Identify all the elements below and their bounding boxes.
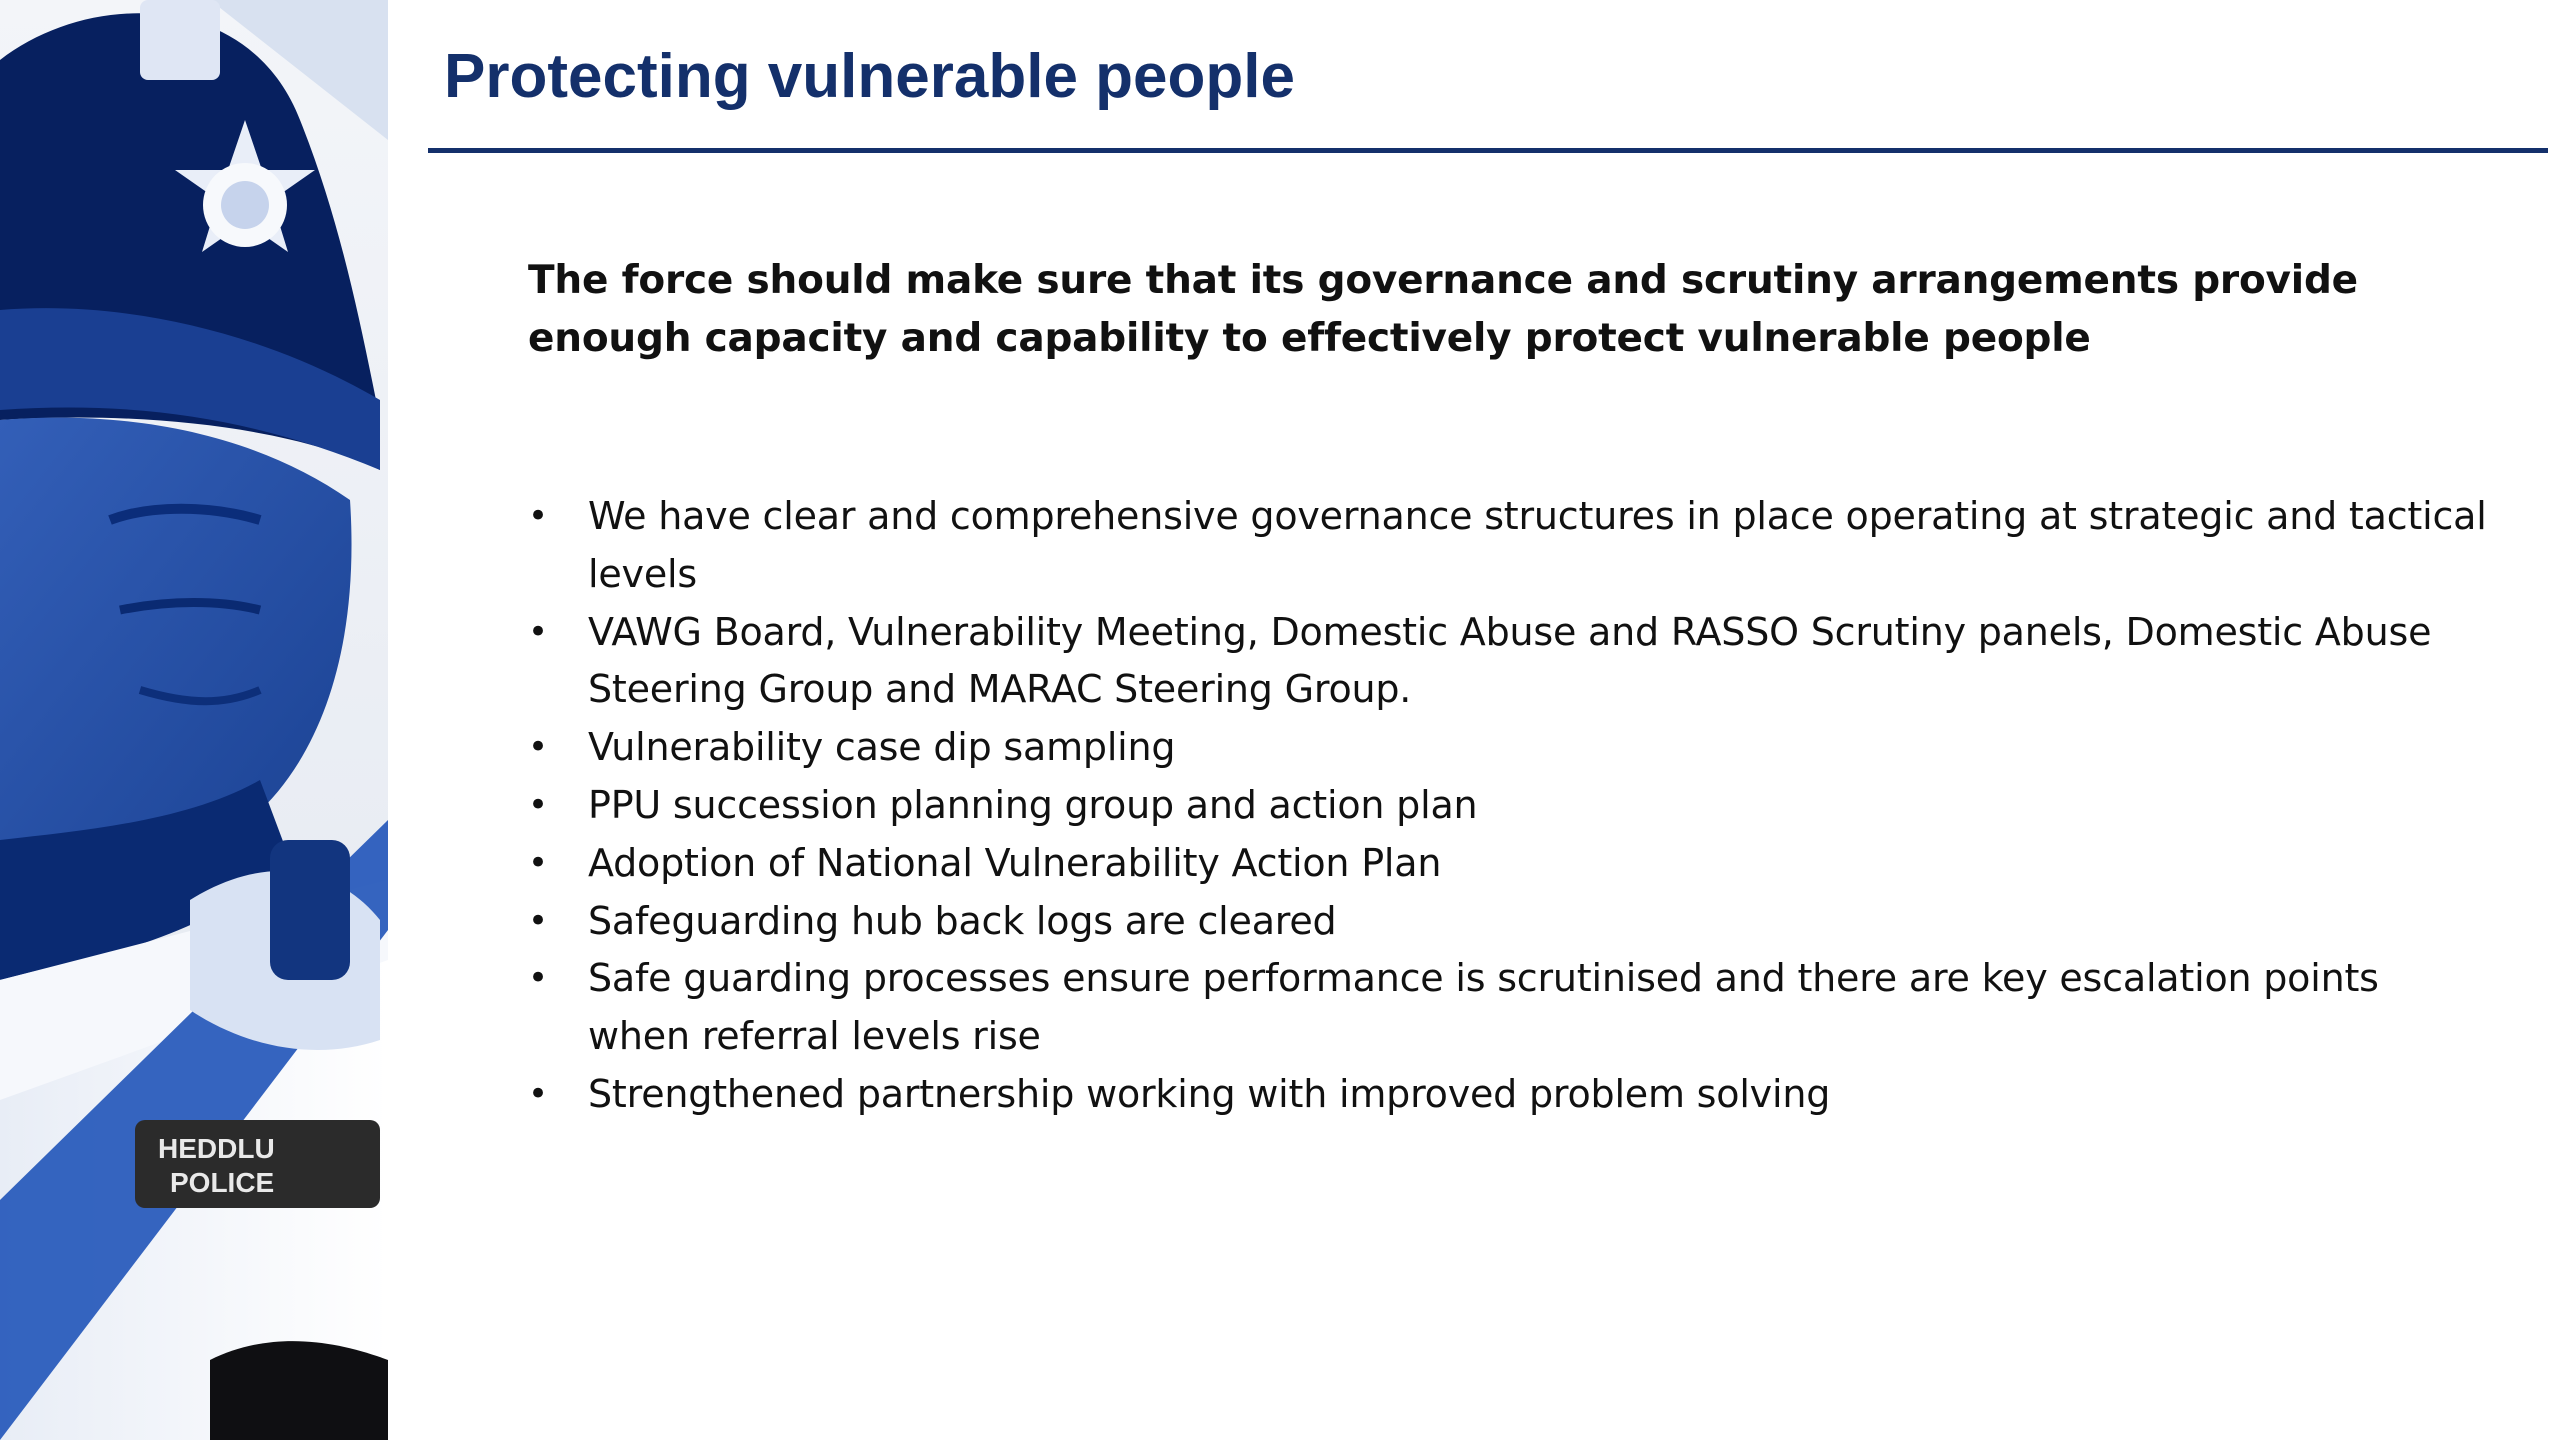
bullet-icon: • <box>528 958 548 999</box>
bullet-item <box>528 950 2488 1066</box>
slide-content <box>528 252 2488 1116</box>
bullet-icon: • <box>528 900 548 941</box>
svg-text:POLICE: POLICE <box>170 1167 275 1198</box>
bullet-icon: • <box>528 611 548 652</box>
bullet-text: Safe guarding processes ensure performance is scrutinised and there are key escalation points when referral levels rise <box>588 956 2379 1059</box>
bullet-icon: • <box>528 842 548 883</box>
bullet-text: VAWG Board, Vulnerability Meeting, Domestic Abuse and RASSO Scrutiny panels, Domestic Abuse Steering Group and MARAC Steering Group. <box>588 609 2432 712</box>
page-title: Protecting vulnerable people <box>444 42 1295 111</box>
bullet-item <box>528 719 2488 777</box>
bullet-text: Strengthened partnership working with improved problem solving <box>588 1071 1831 1116</box>
lead-statement: The force should make sure that its governance and scrutiny arrangements provide enough capacity and capability to effectively protect vulnerable people <box>528 258 2358 361</box>
bullet-item <box>528 1066 2488 1124</box>
bullet-item <box>528 777 2488 835</box>
svg-text:HEDDLU: HEDDLU <box>158 1133 275 1164</box>
bullet-item <box>528 604 2488 720</box>
police-officer-image <box>0 0 388 1440</box>
bullet-item <box>528 488 2488 604</box>
bullet-icon: • <box>528 784 548 825</box>
bullet-text: Vulnerability case dip sampling <box>588 725 1176 770</box>
bullet-icon: • <box>528 727 548 768</box>
bullet-text: We have clear and comprehensive governance structures in place operating at strategic and tactical levels <box>588 494 2487 596</box>
bullet-text: PPU succession planning group and action plan <box>588 782 1478 827</box>
bullet-item <box>528 893 2488 951</box>
bullet-icon: • <box>528 496 548 536</box>
police-badge <box>135 1120 380 1208</box>
bullet-text: Safeguarding hub back logs are cleared <box>588 898 1337 943</box>
bullet-list <box>528 488 2488 1124</box>
bullet-item <box>528 835 2488 893</box>
bullet-icon: • <box>528 1073 548 1114</box>
title-divider <box>428 148 2548 153</box>
bullet-text: Adoption of National Vulnerability Action Plan <box>588 840 1442 885</box>
officer-photo-panel <box>0 0 388 1440</box>
